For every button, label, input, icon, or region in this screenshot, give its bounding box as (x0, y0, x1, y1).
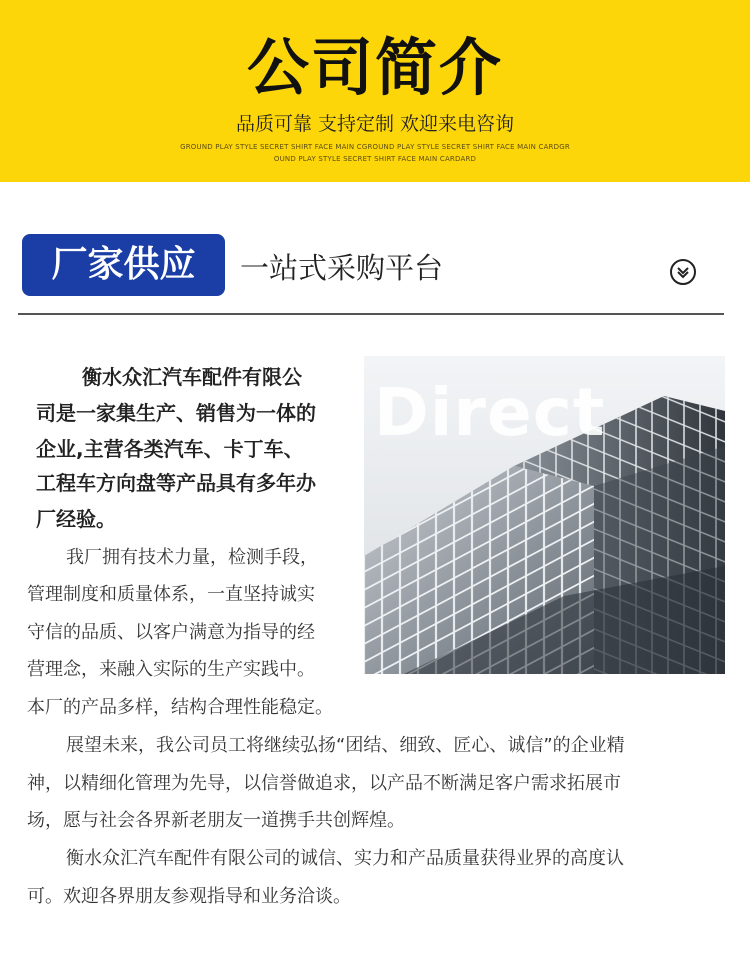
building-photo (364, 356, 725, 674)
chevron-down-icon[interactable] (670, 259, 696, 285)
body-line: 展望未来，我公司员工将继续弘扬“团结、细致、匠心、诚信”的企业精 (66, 735, 625, 756)
intro-line: 司是一家集生产、销售为一体的 (36, 401, 316, 425)
section-divider (18, 313, 724, 315)
intro-line: 厂经验。 (36, 507, 116, 531)
photo-overlay-text: Direct (374, 374, 606, 451)
banner-decorative-text (170, 141, 580, 165)
section-badge: 厂家供应 (22, 234, 225, 296)
body-line: 场，愿与社会各界新老朋友一道携手共创辉煌。 (27, 810, 405, 831)
intro-line: 工程车方向盘等产品具有多年办 (36, 471, 316, 495)
intro-line: 企业,主营各类汽车、卡丁车、 (36, 437, 304, 461)
body-line: 管理制度和质量体系，一直坚持诚实 (27, 584, 315, 605)
banner-slogan: 品质可靠 支持定制 欢迎来电咨询 (235, 113, 515, 135)
section-subtitle: 一站式采购平台 (240, 251, 444, 285)
body-line: 我厂拥有技术力量，检测手段， (66, 547, 318, 568)
body-line: 神，以精细化管理为先导，以信誉做追求，以产品不断满足客户需求拓展市 (27, 773, 621, 794)
body-line: 守信的品质、以客户满意为指导的经 (27, 622, 315, 643)
body-line: 营理念，来融入实际的生产实践中。 (27, 659, 315, 680)
body-line: 本厂的产品多样，结构合理性能稳定。 (27, 697, 333, 718)
intro-line: 衡水众汇汽车配件有限公 (82, 365, 302, 389)
page-title: 公司简介 (246, 31, 503, 104)
banner-small-line-2: OUND PLAY STYLE SECRET SHIRT FACE MAIN CARDARD (273, 155, 477, 163)
header-banner (0, 0, 750, 182)
banner-small-line-1: GROUND PLAY STYLE SECRET SHIRT FACE MAIN CGROUND PLAY STYLE SECRET SHIRT FACE MAIN CARDGR (180, 143, 570, 151)
body-line: 可。欢迎各界朋友参观指导和业务洽谈。 (27, 886, 351, 907)
body-line: 衡水众汇汽车配件有限公司的诚信、实力和产品质量获得业界的高度认 (66, 848, 624, 869)
